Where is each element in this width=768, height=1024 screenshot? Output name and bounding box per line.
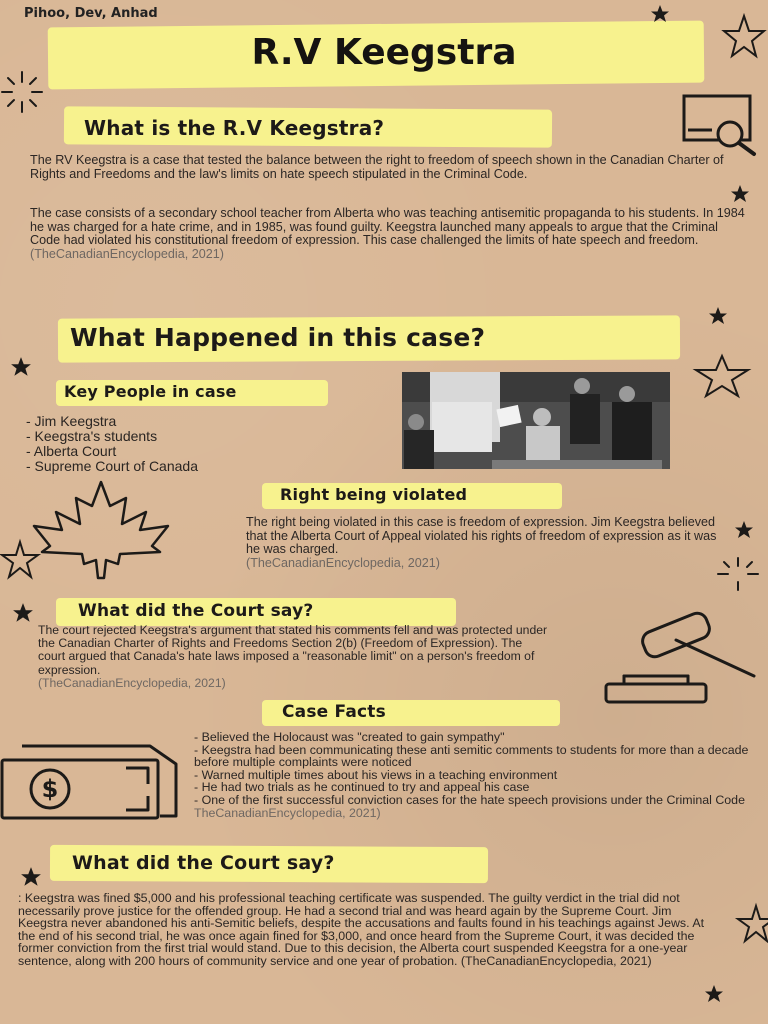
- gavel-icon: [604, 606, 766, 706]
- heading-what-happened: What Happened in this case?: [70, 323, 486, 352]
- heading-key-people: Key People in case: [64, 382, 237, 401]
- star-small-icon: [10, 356, 32, 378]
- list-item: - Believed the Holocaust was "created to gain sympathy": [194, 730, 505, 744]
- heading-court-say-1: What did the Court say?: [78, 601, 314, 621]
- list-item: - He had two trials as he continued to try and appeal his case: [194, 780, 530, 795]
- heading-right-violated: Right being violated: [280, 485, 468, 504]
- heading-what-is: What is the R.V Keegstra?: [84, 116, 385, 140]
- list-item: - Alberta Court: [26, 443, 117, 459]
- maple-leaf-icon: [18, 480, 184, 580]
- authors-line: Pihoo, Dev, Anhad: [24, 6, 158, 21]
- sparkle-icon: [0, 70, 44, 114]
- star-outline-icon: [736, 904, 768, 944]
- star-small-icon: [704, 984, 724, 1004]
- list-item: - Warned multiple times about his views in a teaching environment: [194, 767, 558, 782]
- case-facts-list: [194, 731, 760, 819]
- court-say-1-body: The court rejected Keegstra's argument that stated his comments fell and was protected under the Canadian Charter of Rights and Freedoms Section 2(b) (Freedom of Expression). The court argued that Canada's hate laws imposed a "reasonable limit" on a person's freedom of expression.: [38, 623, 548, 677]
- star-small-icon: [708, 306, 728, 326]
- star-small-icon: [730, 184, 750, 204]
- right-violated-text: [246, 516, 726, 570]
- heading-court-say-2: What did the Court say?: [72, 852, 335, 874]
- what-is-citation: (TheCanadianEncyclopedia, 2021): [30, 246, 224, 261]
- star-small-icon: [650, 4, 670, 24]
- signing-photo: [402, 372, 670, 469]
- list-item: - One of the first successful conviction cases for the hate speech provisions under the Criminal Code: [194, 792, 745, 807]
- search-screen-icon: [682, 94, 762, 158]
- list-item: - Supreme Court of Canada: [26, 458, 198, 474]
- star-outline-icon: [722, 14, 766, 58]
- list-item: - Keegstra's students: [26, 428, 158, 444]
- key-people-list: [26, 414, 326, 474]
- right-violated-body: The right being violated in this case is freedom of expression. Jim Keegstra believed that the Alberta Court of Appeal violated his rights of freedom of expression as it was he was charged.: [246, 515, 717, 557]
- star-small-icon: [12, 602, 34, 624]
- sparkle-icon: [716, 556, 760, 592]
- court-say-2-text: : Keegstra was fined $5,000 and his professional teaching certificate was suspended. The guilty verdict in the trial did not necessarily prove justice for the offended group. He had a second trial and was heard again by the Supreme Court. Jim Keegstra never abandoned his anti-Semitic beliefs, despite the accusations and faults found in his teachings against Jews. At the end of his second trial, he was once again fined for $3,000, and once heard from the Supreme Court, it was decided the former conviction from the first trial would stand. Due to this decision, the Alberta court suspended Keegstra for a one-year sentence, along with 200 hours of community service and one year of probation. (TheCanadianEncyclopedia, 2021): [18, 891, 705, 968]
- what-is-paragraph-2-text: The case consists of a secondary school teacher from Alberta who was teaching antisemitic propaganda to his students. In 1984 he was charged for a hate crime, and in 1985, was found guilty. Keegstra launched many appeals to argue that the Criminal Code had violated his constitutional freedom of expression. This case challenged the limits of hate speech and freedom.: [30, 206, 745, 248]
- what-is-paragraph-2: [30, 207, 750, 261]
- list-item: - Jim Keegstra: [26, 413, 117, 429]
- page-title: R.V Keegstra: [251, 32, 517, 73]
- svg-text:$: $: [41, 775, 59, 803]
- court-say-1-citation: (TheCanadianEncyclopedia, 2021): [38, 675, 226, 690]
- star-outline-icon: [692, 354, 752, 398]
- right-violated-citation: (TheCanadianEncyclopedia, 2021): [246, 555, 440, 570]
- case-facts-citation: TheCanadianEncyclopedia, 2021): [194, 805, 381, 820]
- signing-photo-image: [402, 372, 670, 469]
- star-small-icon: [734, 520, 754, 540]
- dollar-bill-icon: [0, 740, 184, 824]
- star-small-icon: [20, 866, 42, 888]
- star-outline-icon: [0, 540, 40, 580]
- what-is-paragraph-1: The RV Keegstra is a case that tested the balance between the right to freedom of speech shown in the Canadian Charter of Rights and Freedoms and the law's limits on hate speech stipulated in the Criminal Code.: [30, 153, 724, 181]
- list-item: - Keegstra had been communicating these anti semitic comments to students for more than a decade before multiple complaints were noticed: [194, 742, 749, 770]
- court-say-1-text: [38, 624, 548, 690]
- heading-case-facts: Case Facts: [282, 702, 386, 722]
